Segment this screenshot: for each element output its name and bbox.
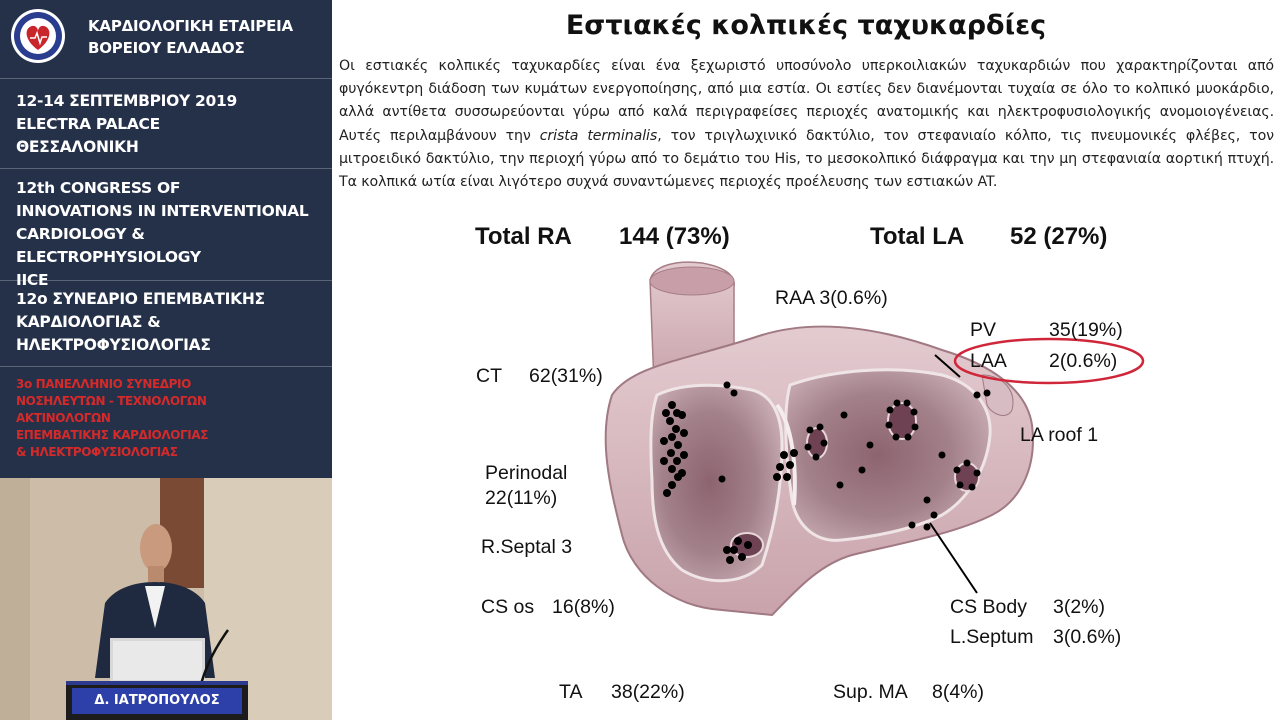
raa-label: RAA 3(0.6%) [775, 287, 888, 309]
organization-name: ΚΑΡΔΙΟΛΟΓΙΚΗ ΕΤΑΙΡΕΙΑ ΒΟΡΕΙΟΥ ΕΛΛΑΔΟΣ [88, 17, 293, 57]
slide-body-part: , τον τριγλωχινικό δακτύλιο, τον στεφανιαίο κόλπο, τις πνευμονικές φλέβες, τον μιτροειδικό δακτύλιο, την περιοχή γύρω από το δεμάτιο του His, το μεσοκολπικό διάφραγμα και την μη στεφανιαία αορτική πτυχή. Τα κολπικά ωτία είναι λιγότερο συχνά συναντώμενες περιοχές προέλευσης των εστιακών AT. [339, 127, 1274, 191]
ta-label: TA [559, 681, 583, 703]
laa-label: LAA [970, 350, 1007, 372]
cs-body-value: 3(2%) [1053, 596, 1106, 618]
logo-row [0, 0, 332, 70]
laa-value: 2(0.6%) [1049, 350, 1118, 372]
pv-value: 35(19%) [1049, 319, 1123, 341]
society-logo-icon [10, 8, 66, 64]
divider [0, 366, 332, 367]
divider [0, 168, 332, 169]
congress-title-english: 12th CONGRESS OF INNOVATIONS IN INTERVENTIONAL CARDIOLOGY & ELECTROPHYSIOLOGY IICE [16, 179, 309, 289]
ct-value: 62(31%) [529, 365, 603, 387]
r-septal-label: R.Septal 3 [481, 536, 573, 558]
sup-ma-label: Sup. MA [833, 681, 908, 703]
heart-focus-diagram [472, 215, 1162, 720]
l-septum-label: L.Septum [950, 626, 1034, 648]
slide-body-part: Οι εστιακές κολπικές ταχυκαρδίες είναι ένα ξεχωριστό υποσύνολο υπερκοιλιακών ταχυκαρδιών που χαρακτηρίζονται από φυγόκεντρη διάδοση των κυμάτων ενεργοποίησης, από μια εστία. Οι εστίες δεν διανέμονται τυχαία σε όλο το κολπικό μυοκάρδιο, αλλά αντίθετα συσσωρεύονται γύρω από καλά περιγραφείσες περιοχές ανατομικής και ηλεκτροφυσιολογικής ανομοιογένειας. Αυτές περιλαμβάνουν την [339, 58, 1274, 144]
l-septum-value: 3(0.6%) [1053, 626, 1122, 648]
ct-label: CT [476, 365, 502, 387]
slide-body-term: crista terminalis [539, 127, 658, 144]
dates-venue: 12-14 ΣΕΠΤΕΜΒΡΙΟΥ 2019 ELECTRA PALACE ΘΕΣΣΑΛΟΝΙΚΗ [16, 92, 237, 156]
slide-title: Εστιακές κολπικές ταχυκαρδίες [565, 10, 1047, 41]
divider [0, 78, 332, 79]
total-ra-label: Total RA [475, 223, 572, 250]
nurses-symposium-title: 3ο ΠΑΝΕΛΛΗΝΙΟ ΣΥΝΕΔΡΙΟ ΝΟΣΗΛΕΥΤΩΝ - ΤΕΧΝΟΛΟΓΩΝ ΑΚΤΙΝΟΛΟΓΩΝ ΕΠΕΜΒΑΤΙΚΗΣ ΚΑΡΔΙΟΛΟΓΙΑΣ & ΗΛΕΚΤΡΟΦΥΣΙΟΛΟΓΙΑΣ [16, 377, 208, 459]
la-roof-label: LA roof 1 [1020, 424, 1099, 446]
cs-os-label: CS os [481, 596, 535, 618]
congress-title-greek: 12ο ΣΥΝΕΔΡΙΟ ΕΠΕΜΒΑΤΙΚΗΣ ΚΑΡΔΙΟΛΟΓΙΑΣ & ΗΛΕΚΤΡΟΦΥΣΙΟΛΟΓΙΑΣ [16, 290, 265, 354]
conference-sidebar [0, 0, 332, 478]
total-la-label: Total LA [870, 223, 965, 250]
sup-ma-value: 8(4%) [932, 681, 985, 703]
slide-body-text [339, 55, 1274, 194]
speaker-video [0, 478, 332, 720]
cs-body-label: CS Body [950, 596, 1027, 618]
speaker-nameplate: Δ. ΙΑΤΡΟΠΟΥΛΟΣ [72, 688, 242, 714]
divider [0, 280, 332, 281]
ta-value: 38(22%) [611, 681, 685, 703]
total-ra-value: 144 (73%) [619, 223, 730, 250]
cs-os-value: 16(8%) [552, 596, 615, 618]
total-la-value: 52 (27%) [1010, 223, 1108, 250]
perinodal-label: Perinodal 22(11%) [485, 462, 568, 509]
pv-label: PV [970, 319, 997, 341]
presentation-slide [332, 0, 1280, 720]
